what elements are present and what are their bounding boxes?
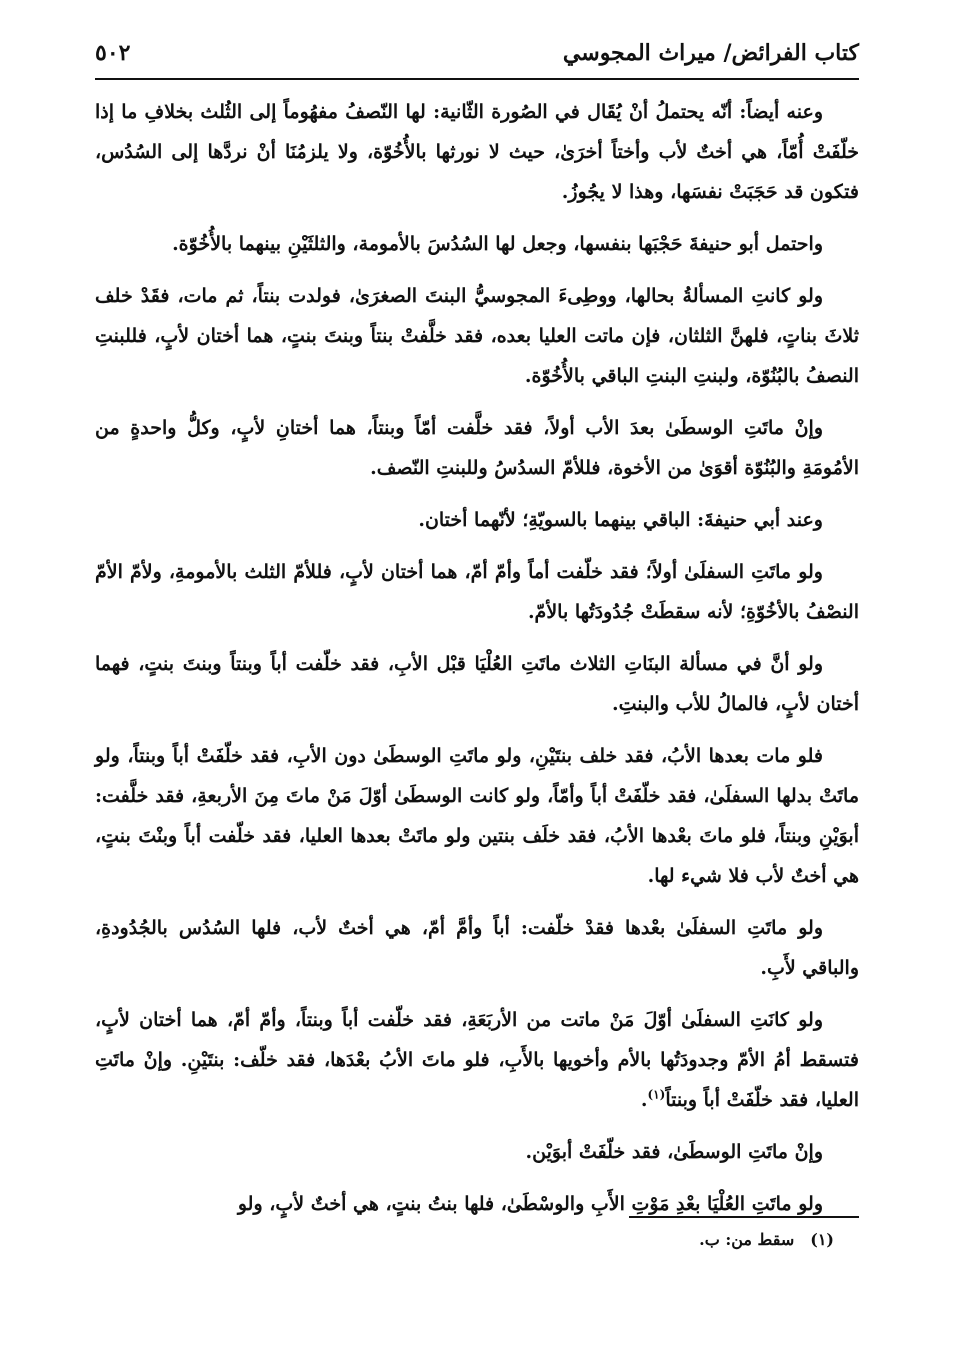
footnote: [95, 1230, 834, 1249]
paragraph-6: ولو ماتَتِ السفلَىٰ أولاً؛ فقد خلّفت أماً وأمّ أمّ، هما أختان لأبٍ، فللأمّ الثلث بالأمومةِ، ولأمّ الأمّ النصْفُ بالأخُوّةِ؛ لأنه سقطَتْ جُدُودَتُها بالأمّ.: [95, 561, 859, 623]
footnote-marker: (١): [647, 1087, 666, 1102]
paragraph-9: ولو ماتَتِ السفلَىٰ بعْدها فقدْ خلّفت: أباً وأمَّ أمّ، هي أختٌ لأب، فلها السُدُس بالجُدُودةِ، والباقي لأَبِ.: [95, 917, 859, 979]
paragraph-5: وعند أبي حنيفةَ: الباقي بينهما بالسويّةِ؛ لأنّهما أختان.: [418, 509, 823, 531]
paragraph-1: وعنه أيضاً: أنّه يحتملُ أنْ يُقَال في الصُورة الثّانية: لها النّصفُ مفهُوماً إلى الثُلث بخلافِ ما إذا خلّفَتْ أُمّاً، هي أختٌ لأب وأختاً أخرَىٰ، حيث لا نورثها بالأُخُوّة، ولا يلزمُنَا أنْ نردَّها إلى السُدُس، فتكون قد حَجَبَتْ نفسَها، وهذا لا يجُوزُ.: [95, 101, 859, 203]
page-number: ٥٠٢: [95, 40, 131, 66]
page-header: [95, 30, 859, 76]
footnote-rule: [629, 1216, 859, 1218]
running-title: كتاب الفرائض/ ميراث المجوسي: [562, 40, 859, 66]
paragraph-10: ولو كانَتِ السفلَىٰ أوّلَ مَنْ ماتت من الأربَعَةِ، فقد خلّفت أباً وبنتاً، وأمّ أمّ، هما أختان لأبٍ، فتسقط أمُ الأمّ وجدودَتُها بالأم وأخويها بالأَبِ، فلو ماتَ الأبُ بعْدَها، فقد خلّف: بنتَيْنِ. وإنْ ماتَتِ العليا، فقد خلّفَتْ أباً وبنتاً$^{(١)}$.: [95, 1009, 859, 1111]
paragraph-10-text: ولو كانَتِ السفلَىٰ أوّلَ مَنْ ماتت من الأربَعَةِ، فقد خلّفت أباً وبنتاً، وأمّ أمّ، هما أختان لأبٍ، فتسقط أمُ الأمّ وجدودَتُها بالأم وأخويها بالأَبِ، فلو ماتَ الأبُ بعْدَها، فقد خلّف: بنتَيْنِ. وإنْ ماتَتِ العليا، فقد خلّفَتْ أباً وبنتاً: [95, 1009, 859, 1111]
page-body: [95, 92, 859, 1215]
paragraph-7: ولو أنَّ في مسألة البنَاتِ الثلاث ماتَتِ العُلْيَا قبْل الأبِ، فقد خلّفت أباً وبنتاً وبنتَ بنتٍ، فهما أختان لأبٍ، فالمالُ للأب والبنتِ.: [95, 653, 859, 715]
paragraph-8: فلو مات بعدها الأبُ، فقد خلف بنتَيْنِ، ولو ماتَتِ الوسطَىٰ دون الأبِ، فقد خلّفَتْ أباً وبنتاً، ولو ماتَتْ بدلها السفلَىٰ، فقد خلّفَتْ أباً وأمّاً، ولو كانت الوسطَىٰ أوّلَ مَنْ ماتَ مِنَ الأربعةِ، فقد خلَّفت: أبوَيْنِ وبنتاً، فلو ماتَ بعْدها الأبُ، فقد خلَف بنتين ولو ماتَتْ بعدها العليا، فقد خلّفت أباً وبنْتَ بنتٍ، هي أختٌ لأب فلا شيء لها.: [95, 745, 859, 887]
paragraph-12: ولو ماتَتِ العُلْيَا بعْدِ مَوْتِ الأَبِ والوسْطَىٰ، فلها بنتُ بنتٍ، هي أختٌ لأبٍ، ولو: [237, 1193, 823, 1215]
paragraph-3: ولو كانتِ المسألةُ بحالها، ووطِىءَ المجوسيُّ البنتَ الصغرَىٰ، فولدت بنتاً، ثم مات، فقَدْ خلف ثلاثَ بناتٍ، فلهنَّ الثلثان، فإن ماتت العليا بعده، فقد خلَّفتْ بنتاً وبنتَ بنتٍ، هما أختان لأبٍ، فللبنتِ النصفُ بالبُنُوّة، ولبنتِ البنتِ الباقي بالأُخُوّة.: [95, 285, 859, 387]
footnote-text: سقط من: ب.: [699, 1230, 795, 1249]
footnote-number: (١): [810, 1230, 834, 1249]
paragraph-4: وإنْ ماتَتِ الوسطَىٰ بعدَ الأب أولاً، فقد خلَّفت أمّاً وبنتاً، هما أختانِ لأبٍ، وكلُّ واحدةٍ من الأمُومَةِ والبُنُوّة أقوَىٰ من الأخوة، فللأمّ السدُسُ وللبنتِ النّصف.: [95, 417, 859, 479]
paragraph-11: وإنْ ماتَتِ الوسطَىٰ، فقد خلّفَتْ أبوَيْن.: [525, 1141, 823, 1163]
paragraph-2: واحتمل أبو حنيفةَ حَجْبَها بنفسها، وجعل لها السُدُسَ بالأمومة، والثلثَيْنِ بينهما بالأُخُوّة.: [172, 233, 823, 255]
header-rule: [95, 78, 859, 80]
